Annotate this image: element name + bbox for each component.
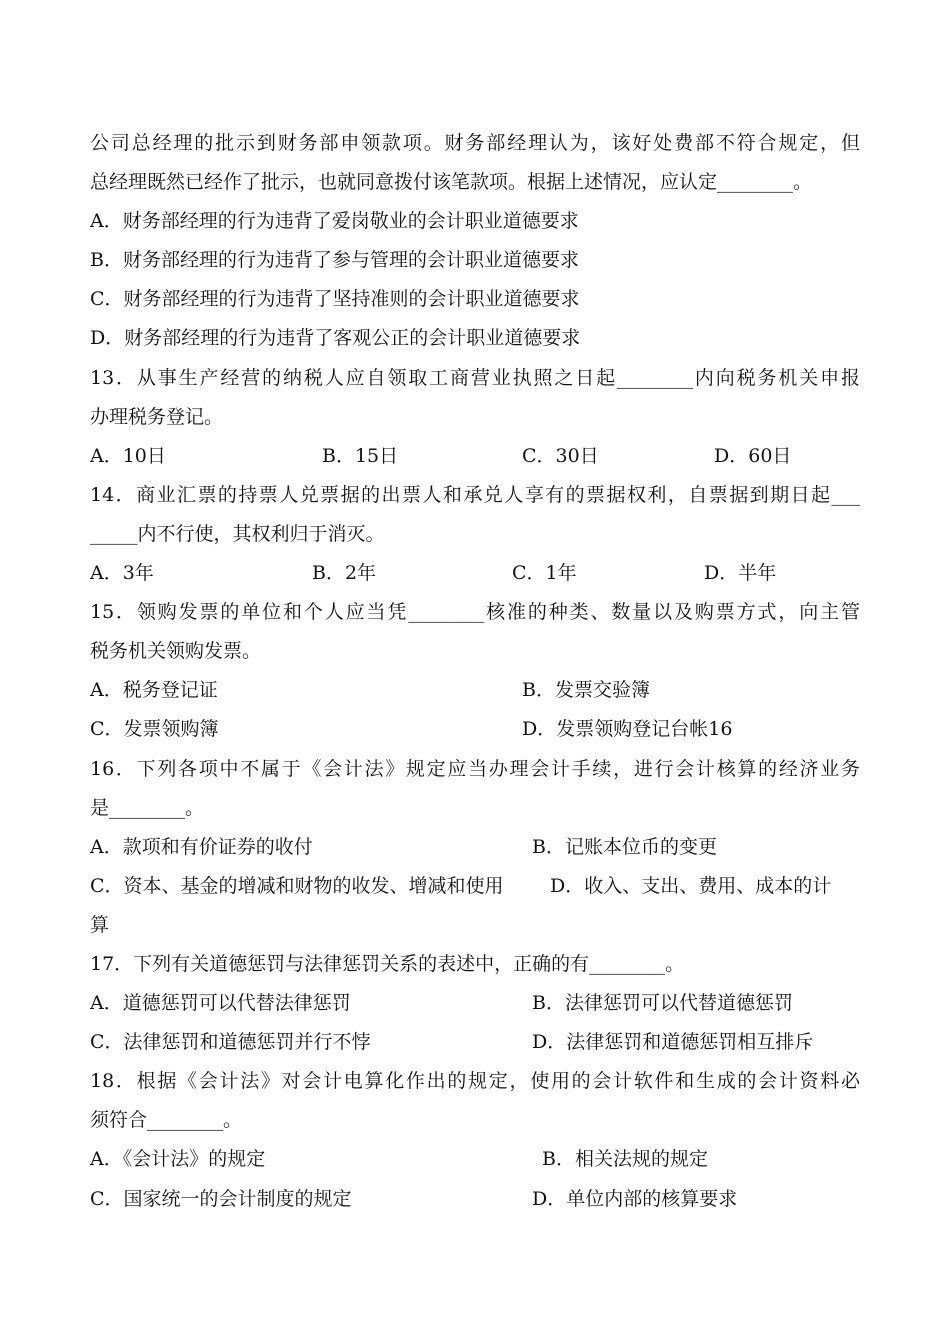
q16-text-line-1: 16．下列各项中不属于《会计法》规定应当办理会计手续，进行会计核算的经济业务 xyxy=(90,757,860,780)
q15-options-row-2 xyxy=(90,710,860,749)
q12-text-line-1: 公司总经理的批示到财务部申领款项。财务部经理认为，该好处费部不符合规定，但 xyxy=(90,132,860,154)
q15-option-a: A．税务登记证 xyxy=(90,679,218,702)
q13-option-a: A．10日 xyxy=(90,444,166,467)
q15-option-c: C．发票领购簿 xyxy=(90,718,219,741)
q14-text-line-2: _____内不行使，其权利归于消灭。 xyxy=(90,522,385,545)
q13-text-line-2: 办理税务登记。 xyxy=(90,405,224,428)
q13-option-d: D．60日 xyxy=(714,444,792,467)
q17-options-row-1 xyxy=(90,984,860,1023)
q18-option-c: C．国家统一的会计制度的规定 xyxy=(90,1187,352,1210)
q16-option-c: C．资本、基金的增减和财物的收发、增减和使用 xyxy=(90,874,504,897)
q14-option-c: C．1年 xyxy=(512,562,577,585)
q15-option-d: D．发票领购登记台帐16 xyxy=(522,718,733,741)
q16-option-d-wrap: 算 xyxy=(90,913,110,936)
q12-option-a: A．财务部经理的行为违背了爱岗敬业的会计职业道德要求 xyxy=(90,210,579,233)
q18-option-d: D．单位内部的核算要求 xyxy=(532,1187,738,1210)
q13-option-b: B．15日 xyxy=(322,444,399,467)
q17-option-b: B．法律惩罚可以代替道德惩罚 xyxy=(532,992,793,1015)
q13-text-line-1: 13．从事生产经营的纳税人应自领取工商营业执照之日起________内向税务机关申报 xyxy=(90,366,860,389)
q16-option-d: D．收入、支出、费用、成本的计 xyxy=(550,874,832,897)
q17-option-c: C．法律惩罚和道德惩罚并行不悖 xyxy=(90,1031,371,1054)
q16-option-b: B．记账本位币的变更 xyxy=(532,835,717,858)
q18-text-line-1: 18．根据《会计法》对会计电算化作出的规定，使用的会计软件和生成的会计资料必 xyxy=(90,1070,860,1093)
q15-text-line-1: 15．领购发票的单位和个人应当凭________核准的种类、数量以及购票方式，向主管 xyxy=(90,601,860,624)
q17-option-a: A．道德惩罚可以代替法律惩罚 xyxy=(90,992,351,1015)
q14-text-line-1: 14．商业汇票的持票人兑票据的出票人和承兑人享有的票据权利，自票据到期日起___ xyxy=(90,483,860,506)
q17-options-row-2 xyxy=(90,1023,860,1062)
q18-options-row-2 xyxy=(90,1180,860,1219)
q17-text-line-1: 17．下列有关道德惩罚与法律惩罚关系的表述中，正确的有________。 xyxy=(90,952,685,975)
q16-options-row-2 xyxy=(90,867,860,906)
q16-options-row-1 xyxy=(90,828,860,867)
q15-option-b: B．发票交验簿 xyxy=(522,679,650,702)
q15-text-line-2: 税务机关领购发票。 xyxy=(90,640,262,663)
q17-option-d: D．法律惩罚和道德惩罚相互排斥 xyxy=(532,1031,814,1054)
q12-option-c: C．财务部经理的行为违背了坚持准则的会计职业道德要求 xyxy=(90,288,580,311)
q12-text-line-2: 总经理既然已经作了批示，也就同意拨付该笔款项。根据上述情况，应认定________。 xyxy=(90,171,813,194)
q18-option-a: A．《会计法》的规定 xyxy=(90,1148,266,1171)
q14-option-a: A．3年 xyxy=(90,562,154,585)
q16-text-line-2: 是________。 xyxy=(90,796,205,819)
q13-options-row xyxy=(90,437,860,476)
q14-option-d: D．半年 xyxy=(704,562,777,585)
document-page xyxy=(90,124,860,1219)
q12-option-d: D．财务部经理的行为违背了客观公正的会计职业道德要求 xyxy=(90,327,581,350)
q18-option-b: B．相关法规的规定 xyxy=(542,1148,708,1171)
q18-text-line-2: 须符合________。 xyxy=(90,1109,243,1132)
q14-options-row xyxy=(90,554,860,593)
q15-options-row-1 xyxy=(90,671,860,710)
q13-option-c: C．30日 xyxy=(522,444,599,467)
q18-options-row-1 xyxy=(90,1140,860,1179)
q14-option-b: B．2年 xyxy=(312,562,377,585)
q16-option-a: A．款项和有价证券的收付 xyxy=(90,835,313,858)
q12-option-b: B．财务部经理的行为违背了参与管理的会计职业道德要求 xyxy=(90,249,579,272)
